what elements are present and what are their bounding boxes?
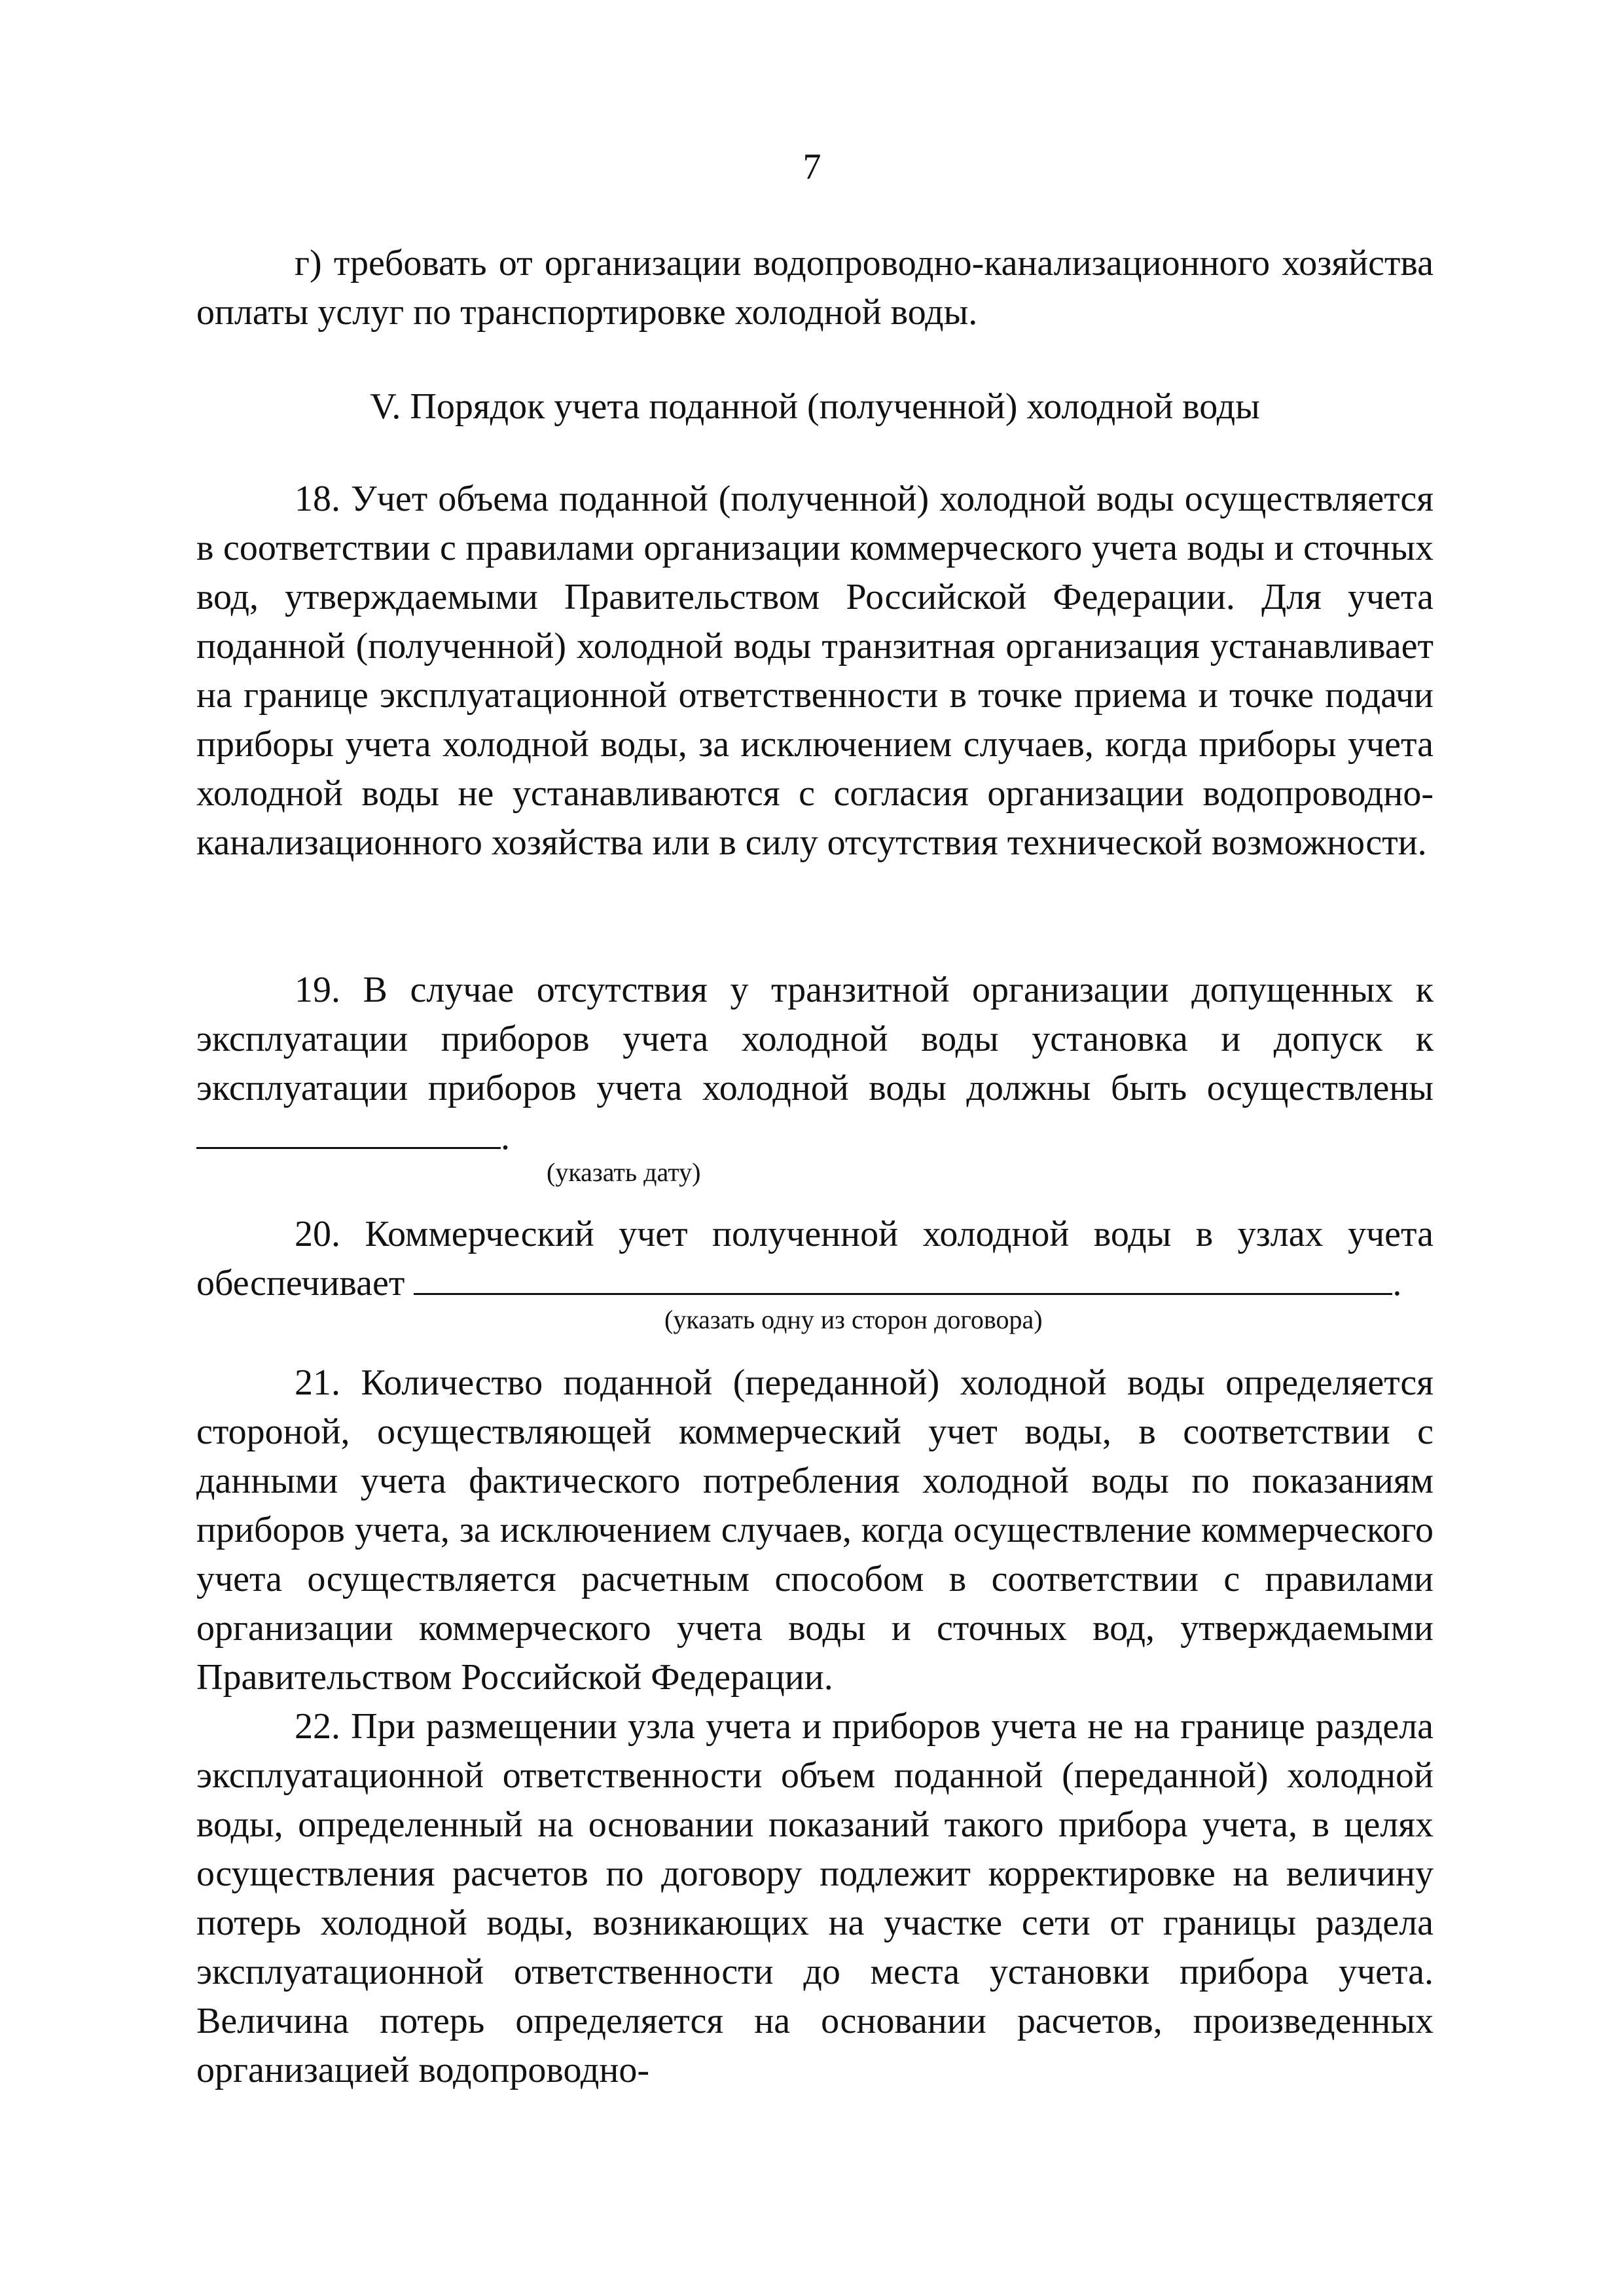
paragraph-21: 21. Количество поданной (переданной) холодной воды определяется стороной, осуществляющей коммерческий учет воды, в соответствии с данными учета фактического потребления холодной воды по показаниям приборов учета, за исключением случаев, когда осуществление коммерческого учета осуществляется расчетным способом в соответствии с правилами организации коммерческого учета воды и сточных вод, утверждаемыми Правительством Российской Федерации. — [196, 1362, 1434, 1698]
paragraph-18: 18. Учет объема поданной (полученной) холодной воды осуществляется в соответствии с правилами организации коммерческого учета воды и сточных вод, утверждаемыми Правительством Российской Федерации. Для учета поданной (полученной) холодной воды транзитная организация устанавливает на границе эксплуатационной ответственности в точке приема и точке подачи приборы учета холодной воды, за исключением случаев, когда приборы учета холодной воды не устанавливаются с согласия организации водопроводно-канализационного хозяйства или в силу отсутствия технической возможности. — [196, 479, 1434, 863]
paragraph-19 — [196, 966, 1434, 1162]
paragraph-20 — [196, 1210, 1434, 1308]
date-caption: (указать дату) — [547, 1157, 701, 1187]
paragraph-19-text: 19. В случае отсутствия у транзитной организации допущенных к эксплуатации приборов учета холодной воды установка и допуск к эксплуатации приборов учета холодной воды должны быть осуществлены — [196, 970, 1434, 1108]
paragraph-21-block — [196, 1358, 1434, 1702]
section-heading: V. Порядок учета поданной (полученной) холодной воды — [370, 386, 1260, 427]
page-number: 7 — [803, 147, 821, 187]
party-fill-line — [414, 1259, 1392, 1295]
paragraph-19-block — [196, 966, 1434, 1162]
paragraph-18-block — [196, 475, 1434, 867]
paragraph-20-text: 20. Коммерческий учет полученной холодной воды в узлах учета обеспечивает — [196, 1214, 1434, 1303]
paragraph-20-end: . — [1392, 1263, 1402, 1303]
paragraph-g-block — [196, 239, 1434, 337]
paragraph-g: г) требовать от организации водопроводно-канализационного хозяйства оплаты услуг по транспортировке холодной воды. — [196, 243, 1434, 333]
paragraph-20-block — [196, 1210, 1434, 1308]
party-caption: (указать одну из сторон договора) — [664, 1305, 1043, 1334]
paragraph-22-block — [196, 1702, 1434, 2095]
paragraph-19-end: . — [501, 1117, 510, 1157]
date-fill-line — [196, 1113, 501, 1149]
paragraph-22: 22. При размещении узла учета и приборов учета не на границе раздела эксплуатационной ответственности объем поданной (переданной) холодной воды, определенный на основании показаний такого прибора учета, в целях осуществления расчетов по договору подлежит корректировке на величину потерь холодной воды, возникающих на участке сети от границы раздела эксплуатационной ответственности до места установки прибора учета. Величина потерь определяется на основании расчетов, произведенных организацией водопроводно- — [196, 1706, 1434, 2090]
